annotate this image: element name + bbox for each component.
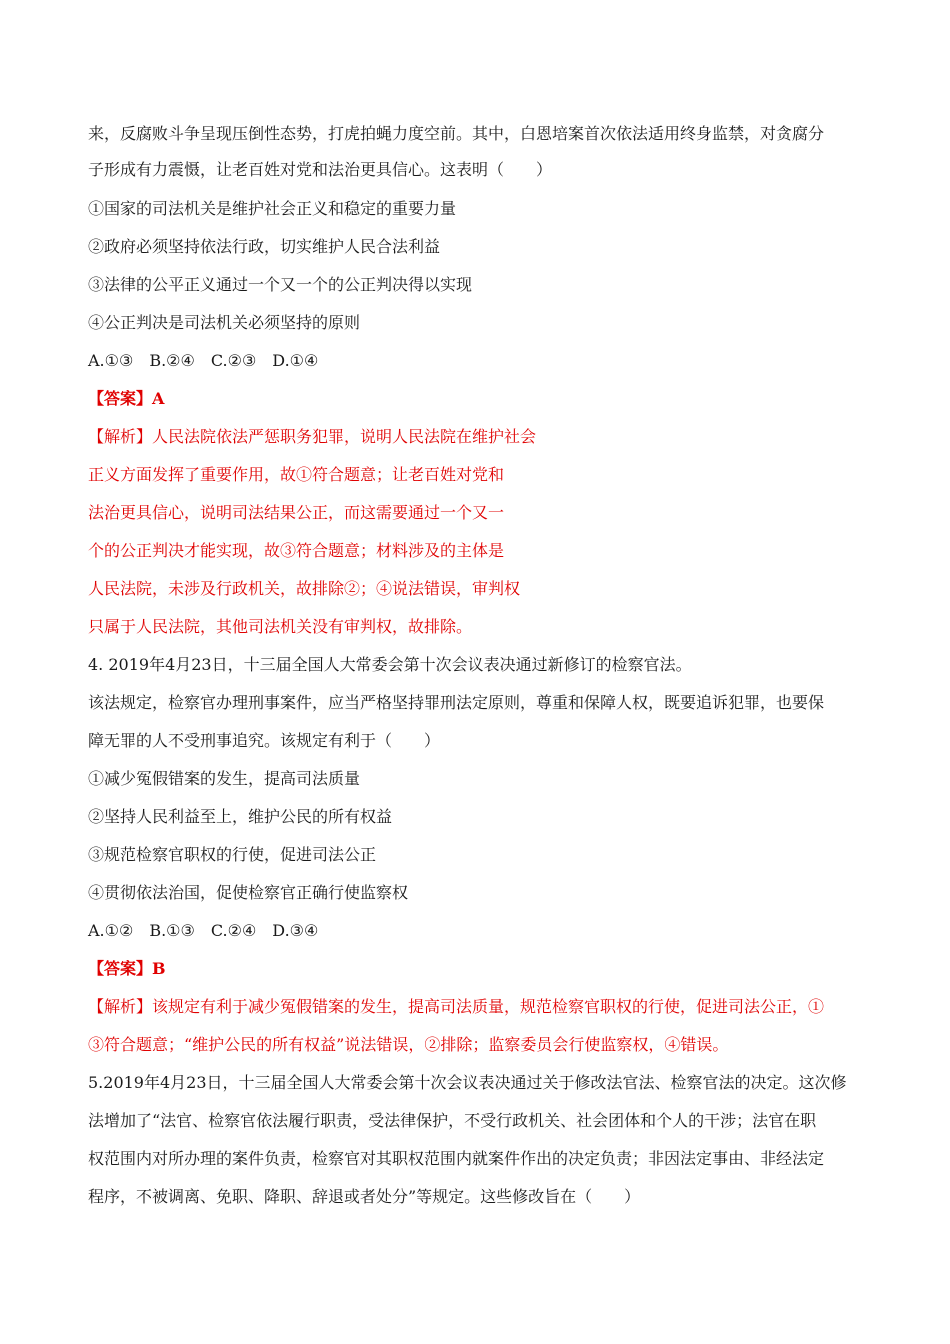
q3-analysis-line-5: 人民法院，未涉及行政机关，故排除②；④说法错误，审判权 — [88, 579, 521, 598]
q3-option-1: ①国家的司法机关是维护社会正义和稳定的重要力量 — [88, 199, 457, 218]
q3-analysis-line-3: 法治更具信心，说明司法结果公正，而这需要通过一个又一 — [88, 503, 505, 522]
q4-option-1: ①减少冤假错案的发生，提高司法质量 — [88, 769, 361, 788]
q5-stem-line-3: 权范围内对所办理的案件负责，检察官对其职权范围内就案件作出的决定负责；非因法定事由、非经法定 — [88, 1149, 825, 1168]
q5-stem-line-2: 法增加了“法官、检察官依法履行职责，受法律保护，不受行政机关、社会团体和个人的干涉；法官在职 — [88, 1111, 817, 1130]
q3-option-3: ③法律的公平正义通过一个又一个的公正判决得以实现 — [88, 275, 473, 294]
q3-stem-line-1: 来，反腐败斗争呈现压倒性态势，打虎拍蝇力度空前。其中，白恩培案首次依法适用终身监禁，对贪腐分 — [88, 124, 825, 143]
q4-analysis-line-2: ③符合题意；“维护公民的所有权益”说法错误，②排除；监察委员会行使监察权，④错误。 — [88, 1035, 729, 1054]
q5-stem-line-1: 5.2019年4月23日，十三届全国人大常委会第十次会议表决通过关于修改法官法、检察官法的决定。这次修 — [88, 1073, 847, 1092]
q3-analysis-line-6: 只属于人民法院，其他司法机关没有审判权，故排除。 — [88, 617, 473, 636]
q4-option-3: ③规范检察官职权的行使，促进司法公正 — [88, 845, 377, 864]
q3-option-4: ④公正判决是司法机关必须坚持的原则 — [88, 313, 361, 332]
q4-option-2: ②坚持人民利益至上，维护公民的所有权益 — [88, 807, 393, 826]
q3-analysis-line-2: 正义方面发挥了重要作用，故①符合题意；让老百姓对党和 — [88, 465, 505, 484]
q3-choices: A.①③ B.②④ C.②③ D.①④ — [88, 351, 319, 370]
q3-option-2: ②政府必须坚持依法行政，切实维护人民合法利益 — [88, 237, 441, 256]
q4-stem-line-1: 该法规定，检察官办理刑事案件，应当严格坚持罪刑法定原则，尊重和保障人权，既要追诉犯罪，也要保 — [88, 693, 825, 712]
q4-answer: 【答案】B — [88, 959, 166, 978]
q5-stem-line-4: 程序，不被调离、免职、降职、辞退或者处分”等规定。这些修改旨在（ ） — [88, 1187, 641, 1206]
q3-analysis-line-1: 【解析】人民法院依法严惩职务犯罪，说明人民法院在维护社会 — [88, 427, 537, 446]
q4-option-4: ④贯彻依法治国，促使检察官正确行使监察权 — [88, 883, 409, 902]
q3-stem-line-2: 子形成有力震慑，让老百姓对党和法治更具信心。这表明（ ） — [88, 160, 553, 179]
q4-title: 4. 2019年4月23日，十三届全国人大常委会第十次会议表决通过新修订的检察官法。 — [88, 655, 692, 674]
q4-analysis-line-1: 【解析】该规定有利于减少冤假错案的发生，提高司法质量，规范检察官职权的行使，促进司法公正，① — [88, 997, 825, 1016]
q4-stem-line-2: 障无罪的人不受刑事追究。该规定有利于（ ） — [88, 731, 441, 750]
q3-answer: 【答案】A — [88, 389, 165, 408]
q3-analysis-line-4: 个的公正判决才能实现，故③符合题意；材料涉及的主体是 — [88, 541, 505, 560]
q4-choices: A.①② B.①③ C.②④ D.③④ — [88, 921, 319, 940]
